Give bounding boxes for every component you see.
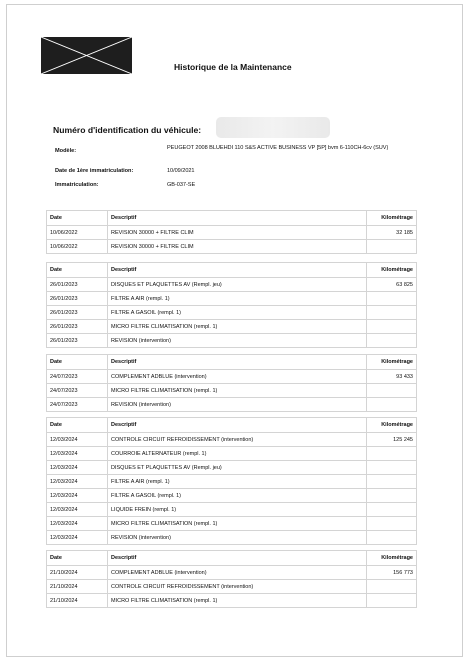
cell-date: 12/03/2024 [47, 531, 108, 545]
maintenance-table [46, 550, 417, 608]
cell-km [367, 384, 417, 398]
cell-description: MICRO FILTRE CLIMATISATION (rempl. 1) [108, 517, 367, 531]
table-row [47, 398, 417, 412]
cell-date: 21/10/2024 [47, 580, 108, 594]
cell-description: MICRO FILTRE CLIMATISATION (rempl. 1) [108, 384, 367, 398]
cell-date: 26/01/2023 [47, 320, 108, 334]
cell-description: DISQUES ET PLAQUETTES AV (Rempl. jeu) [108, 461, 367, 475]
cell-description: FILTRE A AIR (rempl. 1) [108, 292, 367, 306]
table-row [47, 433, 417, 447]
first-registration-label: Date de 1ère immatriculation: [55, 168, 134, 174]
table-row [47, 594, 417, 608]
table-row [47, 517, 417, 531]
cell-date: 12/03/2024 [47, 503, 108, 517]
table-row [47, 503, 417, 517]
header-date: Date [47, 355, 108, 370]
table-header-row [47, 355, 417, 370]
table-row [47, 226, 417, 240]
cell-km [367, 531, 417, 545]
cell-date: 26/01/2023 [47, 334, 108, 348]
cell-description: REVISION (intervention) [108, 398, 367, 412]
cell-date: 10/06/2022 [47, 240, 108, 254]
maintenance-table [46, 262, 417, 348]
header-description: Descriptif [108, 418, 367, 433]
header-description: Descriptif [108, 211, 367, 226]
cell-description: COMPLEMENT ADBLUE (intervention) [108, 370, 367, 384]
registration-label: Immatriculation: [55, 182, 99, 188]
cell-km: 32 185 [367, 226, 417, 240]
cell-km [367, 461, 417, 475]
header-date: Date [47, 418, 108, 433]
table-row [47, 320, 417, 334]
header-description: Descriptif [108, 355, 367, 370]
cell-km [367, 240, 417, 254]
cell-description: MICRO FILTRE CLIMATISATION (rempl. 1) [108, 594, 367, 608]
cell-date: 24/07/2023 [47, 384, 108, 398]
cell-date: 12/03/2024 [47, 475, 108, 489]
cell-km [367, 320, 417, 334]
cell-description: REVISION (intervention) [108, 531, 367, 545]
cell-km [367, 334, 417, 348]
maintenance-table [46, 354, 417, 412]
maintenance-table [46, 417, 417, 545]
cell-description: MICRO FILTRE CLIMATISATION (rempl. 1) [108, 320, 367, 334]
table-row [47, 240, 417, 254]
table-row [47, 306, 417, 320]
vin-redaction [216, 117, 330, 138]
cell-km [367, 489, 417, 503]
cell-description: COURROIE ALTERNATEUR (rempl. 1) [108, 447, 367, 461]
table-row [47, 566, 417, 580]
cell-date: 12/03/2024 [47, 489, 108, 503]
cell-km [367, 580, 417, 594]
registration-value: GB-037-SE [167, 182, 196, 188]
header-date: Date [47, 551, 108, 566]
header-km: Kilométrage [367, 355, 417, 370]
cell-date: 26/01/2023 [47, 292, 108, 306]
cell-date: 21/10/2024 [47, 594, 108, 608]
table-header-row [47, 211, 417, 226]
cell-km [367, 475, 417, 489]
cell-km [367, 447, 417, 461]
redacted-logo [41, 37, 132, 74]
header-description: Descriptif [108, 551, 367, 566]
cell-date: 12/03/2024 [47, 433, 108, 447]
table-header-row [47, 418, 417, 433]
header-km: Kilométrage [367, 211, 417, 226]
cell-date: 12/03/2024 [47, 517, 108, 531]
table-row [47, 475, 417, 489]
cell-description: CONTROLE CIRCUIT REFROIDISSEMENT (intervention) [108, 580, 367, 594]
table-row [47, 384, 417, 398]
model-value: PEUGEOT 2008 BLUEHDI 110 S&S ACTIVE BUSINESS VP [5P] bvm 6-110CH-6cv (SUV) [167, 145, 389, 151]
cell-km [367, 398, 417, 412]
cell-date: 12/03/2024 [47, 447, 108, 461]
cell-description: CONTROLE CIRCUIT REFROIDISSEMENT (intervention) [108, 433, 367, 447]
cell-description: COMPLEMENT ADBLUE (intervention) [108, 566, 367, 580]
table-header-row [47, 263, 417, 278]
table-row [47, 447, 417, 461]
table-row [47, 580, 417, 594]
table-row [47, 370, 417, 384]
cell-description: FILTRE A GASOIL (rempl. 1) [108, 306, 367, 320]
cell-km [367, 292, 417, 306]
table-row [47, 489, 417, 503]
cell-date: 21/10/2024 [47, 566, 108, 580]
header-km: Kilométrage [367, 418, 417, 433]
table-header-row [47, 551, 417, 566]
cell-date: 26/01/2023 [47, 306, 108, 320]
cell-description: REVISION 30000 + FILTRE CLIM [108, 226, 367, 240]
cell-date: 12/03/2024 [47, 461, 108, 475]
cell-km: 63 825 [367, 278, 417, 292]
cell-date: 24/07/2023 [47, 398, 108, 412]
table-row [47, 278, 417, 292]
document-title: Historique de la Maintenance [174, 62, 292, 72]
cell-km: 156 773 [367, 566, 417, 580]
cell-description: FILTRE A AIR (rempl. 1) [108, 475, 367, 489]
cell-km: 93 433 [367, 370, 417, 384]
cell-date: 10/06/2022 [47, 226, 108, 240]
cell-date: 24/07/2023 [47, 370, 108, 384]
model-label: Modèle: [55, 148, 77, 154]
cell-km [367, 503, 417, 517]
cell-km [367, 306, 417, 320]
cell-description: DISQUES ET PLAQUETTES AV (Rempl. jeu) [108, 278, 367, 292]
cell-date: 26/01/2023 [47, 278, 108, 292]
header-date: Date [47, 211, 108, 226]
first-registration-value: 10/09/2021 [167, 168, 195, 174]
cell-description: REVISION 30000 + FILTRE CLIM [108, 240, 367, 254]
cell-km: 125 245 [367, 433, 417, 447]
header-km: Kilométrage [367, 551, 417, 566]
table-row [47, 531, 417, 545]
table-row [47, 292, 417, 306]
table-row [47, 461, 417, 475]
maintenance-table [46, 210, 417, 254]
cell-description: LIQUIDE FREIN (rempl. 1) [108, 503, 367, 517]
header-description: Descriptif [108, 263, 367, 278]
header-km: Kilométrage [367, 263, 417, 278]
table-row [47, 334, 417, 348]
vin-label: Numéro d'identification du véhicule: [53, 125, 202, 135]
cell-km [367, 517, 417, 531]
header-date: Date [47, 263, 108, 278]
cell-km [367, 594, 417, 608]
cell-description: REVISION (intervention) [108, 334, 367, 348]
cell-description: FILTRE A GASOIL (rempl. 1) [108, 489, 367, 503]
